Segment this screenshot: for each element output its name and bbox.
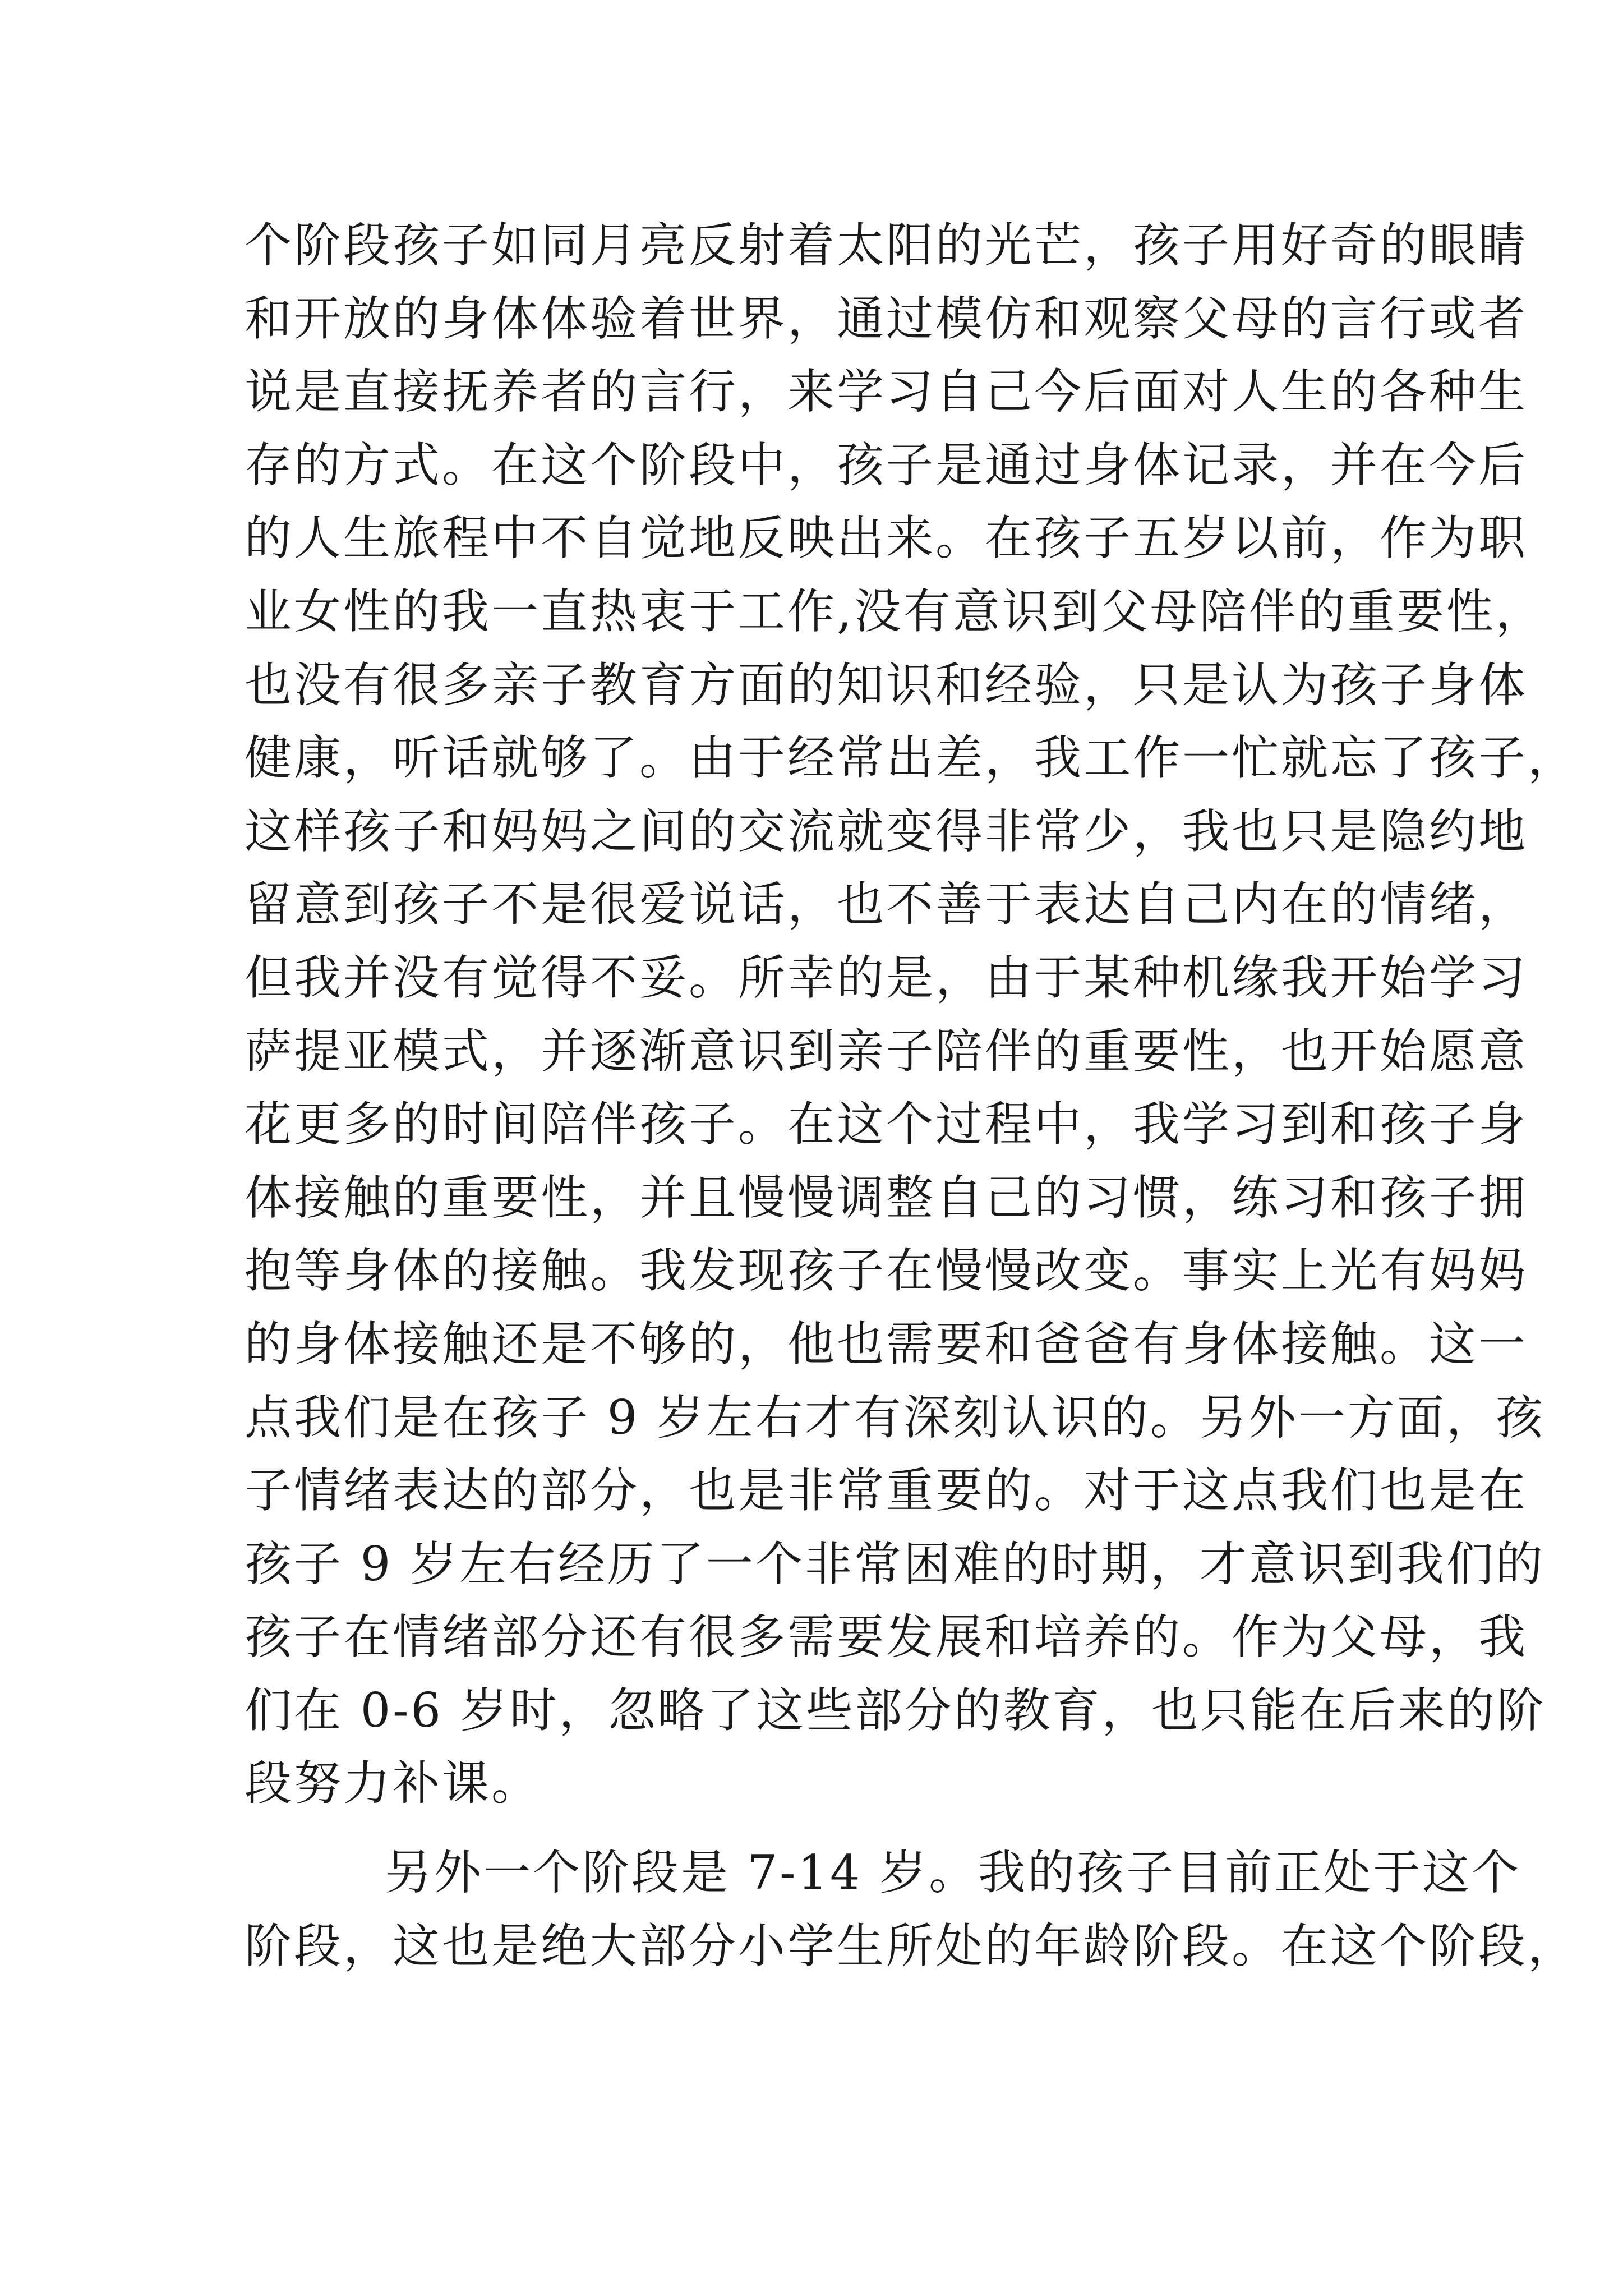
text-line: 孩子 9 岁左右经历了一个非常困难的时期，才意识到我们的 [245, 1536, 1545, 1591]
text-line: 阶段，这也是绝大部分小学生所处的年龄阶段。在这个阶段， [245, 1918, 1578, 1973]
text-line: 体接触的重要性，并且慢慢调整自己的习惯，练习和孩子拥 [245, 1170, 1528, 1225]
text-line: 另外一个阶段是 7-14 岁。我的孩子目前正处于这个 [385, 1845, 1521, 1901]
text-line: 花更多的时间陪伴孩子。在这个过程中，我学习到和孩子身 [245, 1097, 1528, 1152]
text-line: 但我并没有觉得不妥。所幸的是，由于某种机缘我开始学习 [245, 950, 1528, 1005]
text-line: 子情绪表达的部分，也是非常重要的。对于这点我们也是在 [245, 1463, 1528, 1519]
text-line: 的身体接触还是不够的，他也需要和爸爸有身体接触。这一 [245, 1316, 1528, 1372]
text-line: 点我们是在孩子 9 岁左右才有深刻认识的。另外一方面，孩 [245, 1389, 1545, 1445]
text-line: 个阶段孩子如同月亮反射着太阳的光芒，孩子用好奇的眼睛 [245, 218, 1528, 273]
text-line: 孩子在情绪部分还有很多需要发展和培养的。作为父母，我 [245, 1609, 1528, 1665]
text-line: 这样孩子和妈妈之间的交流就变得非常少，我也只是隐约地 [245, 803, 1528, 859]
text-line: 和开放的身体体验着世界，通过模仿和观察父母的言行或者 [245, 291, 1528, 346]
text-line: 留意到孩子不是很爱说话，也不善于表达自己内在的情绪， [245, 877, 1528, 932]
text-line: 也没有很多亲子教育方面的知识和经验，只是认为孩子身体 [245, 657, 1528, 712]
paragraph-1 [245, 209, 1578, 1820]
paragraph-2 [245, 1836, 1578, 1982]
text-line: 存的方式。在这个阶段中，孩子是通过身体记录，并在今后 [245, 437, 1528, 493]
text-line: 们在 0-6 岁时，忽略了这些部分的教育，也只能在后来的阶 [245, 1682, 1546, 1738]
text-line: 说是直接抚养者的言行，来学习自己今后面对人生的各种生 [245, 364, 1528, 420]
text-line: 萨提亚模式，并逐渐意识到亲子陪伴的重要性，也开始愿意 [245, 1023, 1528, 1079]
text-line: 健康，听话就够了。由于经常出差，我工作一忙就忘了孩子， [245, 730, 1578, 786]
body-text [245, 209, 1578, 1982]
text-line: 的人生旅程中不自觉地反映出来。在孩子五岁以前，作为职 [245, 510, 1528, 566]
text-line: 抱等身体的接触。我发现孩子在慢慢改变。事实上光有妈妈 [245, 1243, 1528, 1299]
text-line: 业女性的我一直热衷于工作,没有意识到父母陪伴的重要性， [245, 583, 1545, 639]
text-line: 段努力补课。 [245, 1756, 541, 1811]
